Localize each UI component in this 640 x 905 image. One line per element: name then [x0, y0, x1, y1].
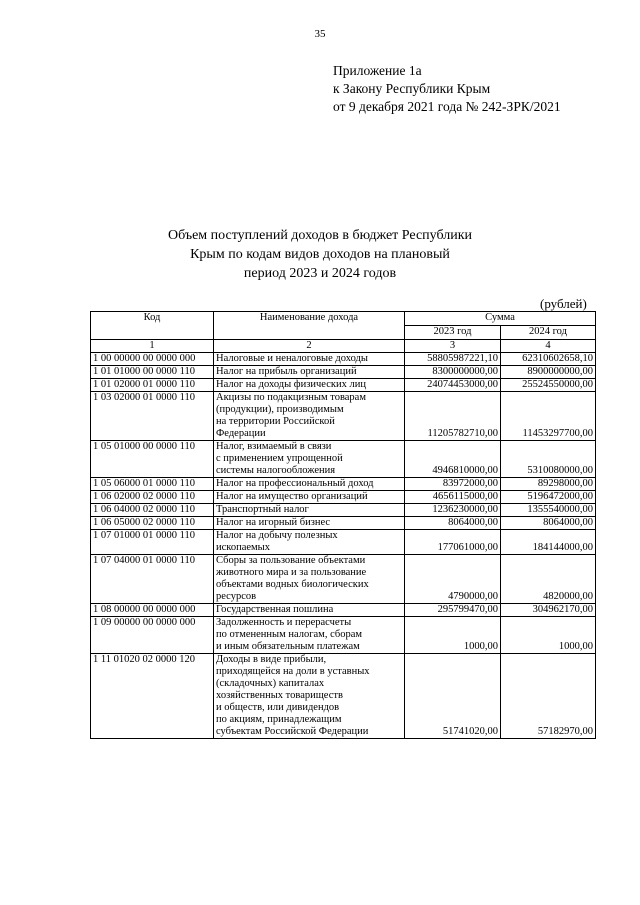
row-value-2023: 51741020,00	[405, 654, 501, 739]
row-value-2024: 62310602658,10	[501, 353, 596, 366]
header-year-2023: 2023 год	[405, 326, 501, 340]
row-value-2024: 25524550000,00	[501, 379, 596, 392]
row-value-2023: 8064000,00	[405, 517, 501, 530]
title-line-1: Объем поступлений доходов в бюджет Республики	[167, 228, 473, 243]
row-value-2024: 1355540000,00	[501, 504, 596, 517]
row-value-2024: 8900000000,00	[501, 366, 596, 379]
row-value-2023: 1000,00	[405, 617, 501, 654]
row-code: 1 07 04000 01 0000 110	[91, 555, 214, 604]
header-year-2024: 2024 год	[501, 326, 596, 340]
col-number-3: 3	[405, 340, 501, 353]
units-label: (рублей)	[540, 296, 587, 311]
row-code: 1 06 04000 02 0000 110	[91, 504, 214, 517]
row-name: Сборы за пользование объектами животного мира и за пользование объектами водных биологических ресурсов	[214, 555, 405, 604]
table-row	[91, 379, 596, 392]
row-value-2024: 5196472000,00	[501, 491, 596, 504]
row-value-2023: 177061000,00	[405, 530, 501, 555]
row-code: 1 01 02000 01 0000 110	[91, 379, 214, 392]
row-value-2024: 184144000,00	[501, 530, 596, 555]
col-number-2: 2	[214, 340, 405, 353]
col-number-1: 1	[91, 340, 214, 353]
row-name: Налоговые и неналоговые доходы	[214, 353, 405, 366]
table-row	[91, 478, 596, 491]
page-number: 35	[314, 28, 326, 40]
table-row	[91, 353, 596, 366]
row-name: Налог на прибыль организаций	[214, 366, 405, 379]
col-number-4: 4	[501, 340, 596, 353]
row-value-2023: 83972000,00	[405, 478, 501, 491]
table-row	[91, 504, 596, 517]
table-row	[91, 654, 596, 739]
document-title	[0, 226, 640, 283]
row-code: 1 09 00000 00 0000 000	[91, 617, 214, 654]
row-name: Налог на добычу полезных ископаемых	[214, 530, 405, 555]
row-code: 1 01 01000 00 0000 110	[91, 366, 214, 379]
row-value-2023: 4946810000,00	[405, 441, 501, 478]
row-code: 1 06 02000 02 0000 110	[91, 491, 214, 504]
row-name: Транспортный налог	[214, 504, 405, 517]
row-code: 1 07 01000 01 0000 110	[91, 530, 214, 555]
row-value-2024: 11453297700,00	[501, 392, 596, 441]
row-name: Налог на имущество организаций	[214, 491, 405, 504]
row-value-2023: 1236230000,00	[405, 504, 501, 517]
row-value-2024: 4820000,00	[501, 555, 596, 604]
row-value-2024: 57182970,00	[501, 654, 596, 739]
appendix-block	[333, 62, 561, 116]
title-line-2: Крым по кодам видов доходов на плановый	[190, 247, 450, 262]
row-code: 1 08 00000 00 0000 000	[91, 604, 214, 617]
row-code: 1 05 01000 00 0000 110	[91, 441, 214, 478]
table-row	[91, 530, 596, 555]
header-code: Код	[91, 312, 214, 340]
table-row	[91, 555, 596, 604]
row-value-2024: 89298000,00	[501, 478, 596, 491]
table-row	[91, 441, 596, 478]
table-row	[91, 392, 596, 441]
row-value-2024: 8064000,00	[501, 517, 596, 530]
table-row	[91, 604, 596, 617]
row-name: Налог на игорный бизнес	[214, 517, 405, 530]
row-code: 1 06 05000 02 0000 110	[91, 517, 214, 530]
row-name: Акцизы по подакцизным товарам (продукции), производимым на территории Российской Федерации	[214, 392, 405, 441]
row-code: 1 05 06000 01 0000 110	[91, 478, 214, 491]
row-value-2024: 304962170,00	[501, 604, 596, 617]
row-name: Государственная пошлина	[214, 604, 405, 617]
row-value-2024: 5310080000,00	[501, 441, 596, 478]
appendix-line-1: Приложение 1а	[333, 63, 422, 78]
row-name: Налог на доходы физических лиц	[214, 379, 405, 392]
row-value-2023: 8300000000,00	[405, 366, 501, 379]
row-value-2023: 4656115000,00	[405, 491, 501, 504]
row-name: Налог на профессиональный доход	[214, 478, 405, 491]
appendix-line-2: к Закону Республики Крым	[333, 81, 491, 96]
row-value-2023: 24074453000,00	[405, 379, 501, 392]
row-value-2023: 11205782710,00	[405, 392, 501, 441]
row-name: Налог, взимаемый в связи с применением упрощенной системы налогообложения	[214, 441, 405, 478]
row-value-2023: 4790000,00	[405, 555, 501, 604]
row-name: Задолженность и перерасчеты по отмененным налогам, сборам и иным обязательным платежам	[214, 617, 405, 654]
table-row	[91, 366, 596, 379]
table-row	[91, 491, 596, 504]
table-row	[91, 517, 596, 530]
appendix-line-3: от 9 декабря 2021 года № 242-ЗРК/2021	[333, 99, 561, 114]
row-code: 1 00 00000 00 0000 000	[91, 353, 214, 366]
row-value-2023: 295799470,00	[405, 604, 501, 617]
row-value-2023: 58805987221,10	[405, 353, 501, 366]
revenue-table	[90, 311, 596, 739]
row-value-2024: 1000,00	[501, 617, 596, 654]
table-row	[91, 617, 596, 654]
header-sum: Сумма	[405, 312, 596, 326]
header-name: Наименование дохода	[214, 312, 405, 340]
row-name: Доходы в виде прибыли, приходящейся на доли в уставных (складочных) капиталах хозяйственных товариществ и обществ, или дивидендов по акциям, принадлежащим субъектам Российской Федерации	[214, 654, 405, 739]
row-code: 1 11 01020 02 0000 120	[91, 654, 214, 739]
title-line-3: период 2023 и 2024 годов	[243, 266, 397, 281]
row-code: 1 03 02000 01 0000 110	[91, 392, 214, 441]
